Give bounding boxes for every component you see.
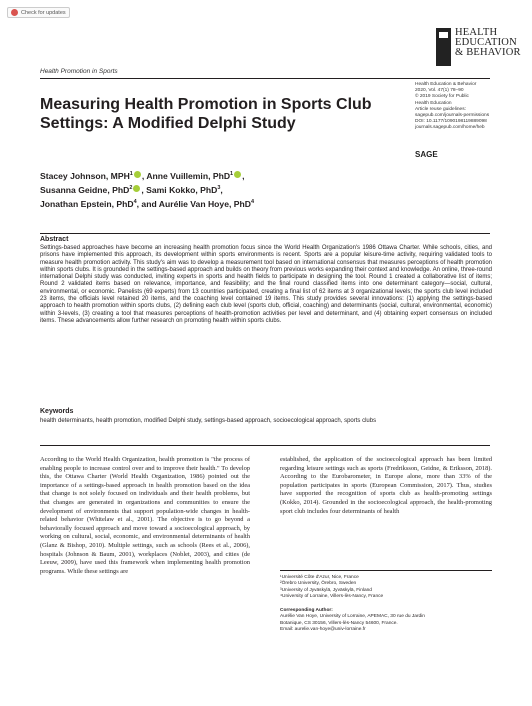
abstract-rule bbox=[40, 233, 490, 234]
author-affiliation-mark: 1 bbox=[230, 171, 234, 177]
corresponding-email[interactable]: Email: aurelie.van-hoye@univ-lorraine.fr bbox=[280, 627, 366, 633]
author-affiliation-mark: 2 bbox=[129, 184, 133, 191]
abstract-heading: Abstract bbox=[40, 236, 69, 243]
affiliation-line: ¹Université Côte d'Azur, Nice, France bbox=[280, 575, 359, 580]
author-affiliation-mark: 4 bbox=[133, 198, 137, 205]
article-title: Measuring Health Promotion in Sports Club Settings: A Modified Delphi Study bbox=[40, 96, 372, 132]
meta-link[interactable]: sagepub.com/journals-permissions bbox=[415, 113, 490, 119]
journal-logo-line: EDUCATION bbox=[455, 37, 517, 48]
keywords-heading: Keywords bbox=[40, 408, 74, 415]
sage-logo bbox=[415, 150, 438, 159]
author-name: Anne Vuillemin, PhD bbox=[146, 170, 231, 181]
journal-logo-line: HEALTH bbox=[455, 27, 498, 38]
author-list bbox=[40, 168, 380, 210]
author-name: Aurélie Van Hoye, PhD bbox=[158, 198, 251, 209]
corresponding-author bbox=[280, 608, 492, 634]
meta-line: © 2019 Society for Public bbox=[415, 94, 469, 100]
author-separator: , bbox=[141, 184, 147, 195]
affiliation-line: ⁴University of Lorraine, Villers-lès-Nancy, France bbox=[280, 594, 384, 600]
corresponding-heading: Corresponding Author: bbox=[280, 608, 333, 613]
body-column-left: According to the World Health Organization, health promotion is "the process of enabling people to increase control over and to improve their health." To develop this, the Ottawa Charter (World Health Organization, 1986) pointed out the importance of a settings-based approach in health promotion based on the idea that change is not solely focused on individuals and their health problems, but that changes are generated in organizations and communities to ensure the development of environments that support population-wide changes in health-related behavior (Whitelaw et al., 2001). The objective is to go beyond a behaviorally focused approach and move toward a socioecological approach, by working on cultural, social, economic, and environmental determinants of health (Glanz & Bishop, 2010). Multiple settings, such as schools (Rees et al., 2006), hospitals (Johnson & Baum, 2001), workplaces (Noblet, 2003), and cities (de Leeuw, 2009), have used this framework when implementing health promotion programs. While these settings are bbox=[40, 456, 250, 575]
orcid-icon[interactable] bbox=[234, 171, 241, 178]
journal-meta bbox=[415, 82, 525, 132]
author-separator: , and bbox=[136, 198, 159, 209]
keywords-text: health determinants, health promotion, modified Delphi study, settings-based approach, socioecological approach, sports clubs bbox=[40, 418, 377, 424]
affiliation-line: ²Örebro University, Örebro, Sweden bbox=[280, 581, 357, 587]
sage-logo-text: SAGE bbox=[415, 150, 438, 159]
doi-link[interactable]: DOI: 10.1177/1090198119889098 bbox=[415, 119, 487, 125]
crossmark-icon bbox=[11, 9, 18, 16]
section-label: Health Promotion in Sports bbox=[40, 68, 118, 75]
author-separator: , bbox=[141, 170, 147, 181]
author-separator: , bbox=[242, 170, 245, 181]
meta-line: Health Education bbox=[415, 100, 452, 106]
author-name: Sami Kokko, PhD bbox=[146, 184, 218, 195]
check-for-updates-badge[interactable] bbox=[7, 7, 70, 18]
journal-logo-line: & BEHAVIOR bbox=[455, 47, 521, 58]
author-name: Susanna Geidne, PhD bbox=[40, 184, 130, 195]
author-name: Stacey Johnson, MPH bbox=[40, 170, 130, 181]
meta-line: Article reuse guidelines: bbox=[415, 106, 466, 112]
footnote-rule bbox=[280, 570, 492, 571]
journal-logo-mark bbox=[436, 28, 451, 66]
check-for-updates-label: Check for updates bbox=[21, 9, 66, 16]
author-affiliation-mark: 3 bbox=[217, 184, 221, 191]
corresponding-line: Botanique, CS 30156, Villers-lès-Nancy 54600, France. bbox=[280, 620, 398, 626]
meta-line: 2020, Vol. 47(1) 78–90 bbox=[415, 88, 464, 94]
author-name: Jonathan Epstein, PhD bbox=[40, 198, 134, 209]
author-separator: , bbox=[220, 184, 223, 195]
abstract-text: Settings-based approaches have become an increasing health promotion focus since the World Health Organization's 1986 Ottawa Charter. While schools, cities, and prisons have implemented this approach, its development within sports environments is recent. Sports are a popular leisure-time activity, requiring validated tools to measure health promotion activity. This study's aim was to develop a measurement tool based on international consensus that measures perceptions of health promotion within sports clubs. It is grounded in the settings-based approach and builds on theory from previous works expanding their context and knowledge. An online, three-round international Delphi study was conducted, inviting experts in sports and health fields to participate in designing the tool. Round 1 created a collaborative list of items; Round 2 validated items based on relevance, importance, and feasibility; and the final round classified items into one determinant category—social, cultural, environmental, or economic. Panelists (69 experts) from 13 countries participated, creating a final list of 62 items at 3 organizational levels; the sports club level included 23 items, the officials level retained 20 items, and the coaching level contained 19 items. This study provides several innovations: (1) applying the settings-based approach to health promotion within sports clubs, (2) defining each club level (sports club, official, coaching) and determinants (social, cultural, environmental, economic) within 3-levels, (3) creating a tool that measures perceptions of health-promotion activities per level and determinant, and (4) obtaining expert consensus on included items. These advancements allow further research on promoting health within sports clubs. bbox=[40, 245, 492, 324]
affiliation-line: ³University of Jyväskylä, Jyväskylä, Finland bbox=[280, 587, 372, 593]
body-column-right: established, the application of the socioecological approach has been limited regarding leisure settings such as sports (Fredriksson, Geidne, & Eriksson, 2018). According to the Eurobarometer, in Europe alone, more than 33% of the population participates in sports (European Commission, 2017). Thus, studies have supported the recognition of sports club as health-promoting settings (Kokko, 2014). Grounded in the socioecological approach, the health-promoting sport club includes four determinants of health bbox=[280, 456, 492, 515]
header-rule bbox=[40, 78, 490, 79]
journal-logo bbox=[436, 28, 521, 66]
meta-line: Health Education & Behavior bbox=[415, 82, 477, 87]
orcid-icon[interactable] bbox=[133, 185, 140, 192]
journal-home-link[interactable]: journals.sagepub.com/home/heb bbox=[415, 125, 485, 131]
corresponding-line: Aurélie Van Hoye, University of Lorraine, APEMAC, 30 rue du Jardin bbox=[280, 614, 425, 620]
keywords-rule bbox=[40, 445, 490, 446]
author-affiliation-mark: 4 bbox=[250, 198, 255, 205]
author-affiliation-mark: 1 bbox=[129, 171, 133, 177]
orcid-icon[interactable] bbox=[134, 171, 141, 178]
affiliations bbox=[280, 575, 492, 601]
